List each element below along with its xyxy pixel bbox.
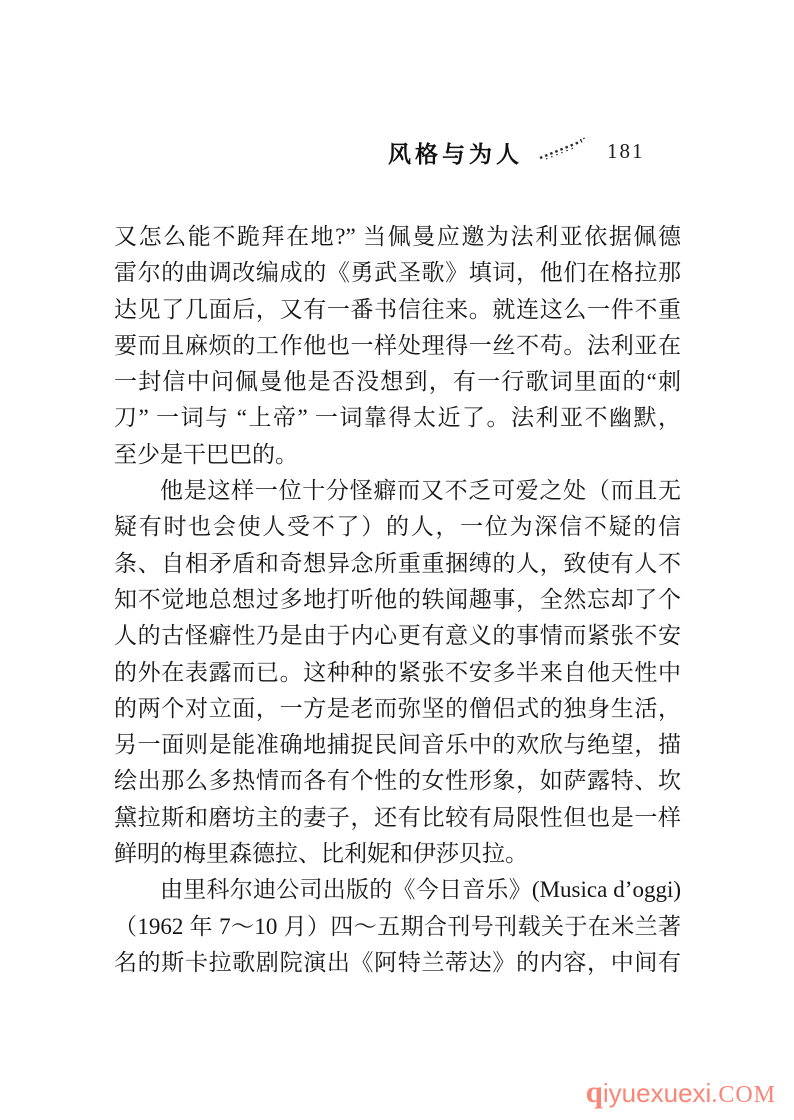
text-line: 的外在表露而已。这种种的紧张不安多半来自他天性中: [114, 659, 681, 685]
text-line: 绘出那么多热情而各有个性的女性形象，如萨露特、坎: [114, 768, 681, 794]
watermark-prefix: q: [585, 1074, 603, 1109]
site-watermark: [586, 1076, 776, 1114]
text-line: 又怎么能不跪拜在地?” 当佩曼应邀为法利亚依据佩德: [114, 224, 681, 249]
text-line: （1962 年 7～10 月）四～五期合刊号刊载关于在米兰著: [114, 913, 681, 939]
text-line: 人的古怪癖性乃是由于内心更有意义的事情而紧张不安: [114, 623, 681, 649]
text-line: 黛拉斯和磨坊主的妻子，还有比较有局限性但也是一样: [114, 804, 681, 830]
text-line: 刀” 一词与 “上帝” 一词靠得太近了。法利亚不幽默，: [114, 405, 681, 431]
text-line: 另一面则是能准确地捕捉民间音乐中的欢欣与绝望，描: [114, 732, 681, 758]
page-number: 181: [607, 139, 645, 163]
text-line: 至少是干巴巴的。: [114, 441, 298, 467]
text-line: 名的斯卡拉歌剧院演出《阿特兰蒂达》的内容，中间有: [114, 949, 681, 975]
text-line: 达见了几面后，又有一番书信往来。就连这么一件不重: [114, 296, 681, 322]
text-line: 疑有时也会使人受不了）的人，一位为深信不疑的信: [114, 514, 681, 540]
text-line: 知不觉地总想过多地打听他的轶闻趣事，全然忘却了个: [114, 586, 681, 612]
body-text-block: [114, 219, 681, 981]
text-line: 鲜明的梅里森德拉、比利妮和伊莎贝拉。: [114, 841, 528, 867]
text-line: 条、自相矛盾和奇想异念所重重捆缚的人，致使有人不: [114, 550, 681, 576]
text-line: 的两个对立面，一方是老而弥坚的僧侣式的独身生活，: [114, 695, 681, 721]
text-line: 一封信中问佩曼他是否没想到，有一行歌词里面的“刺: [114, 369, 681, 395]
text-line: 由里科尔迪公司出版的《今日音乐》(Musica d’oggi): [160, 877, 681, 903]
text-line: 要而且麻烦的工作他也一样处理得一丝不苟。法利亚在: [114, 332, 681, 358]
running-head-title: 风格与为人: [388, 142, 523, 167]
watermark-suffix: .COM: [711, 1082, 776, 1108]
watermark-middle: iyuexuexi: [602, 1078, 712, 1108]
text-line: 雷尔的曲调改编成的《勇武圣歌》填词，他们在格拉那: [114, 260, 681, 286]
pen-scribble-mark-icon: [536, 136, 588, 162]
text-line: 他是这样一位十分怪癖而又不乏可爱之处（而且无: [160, 478, 681, 504]
